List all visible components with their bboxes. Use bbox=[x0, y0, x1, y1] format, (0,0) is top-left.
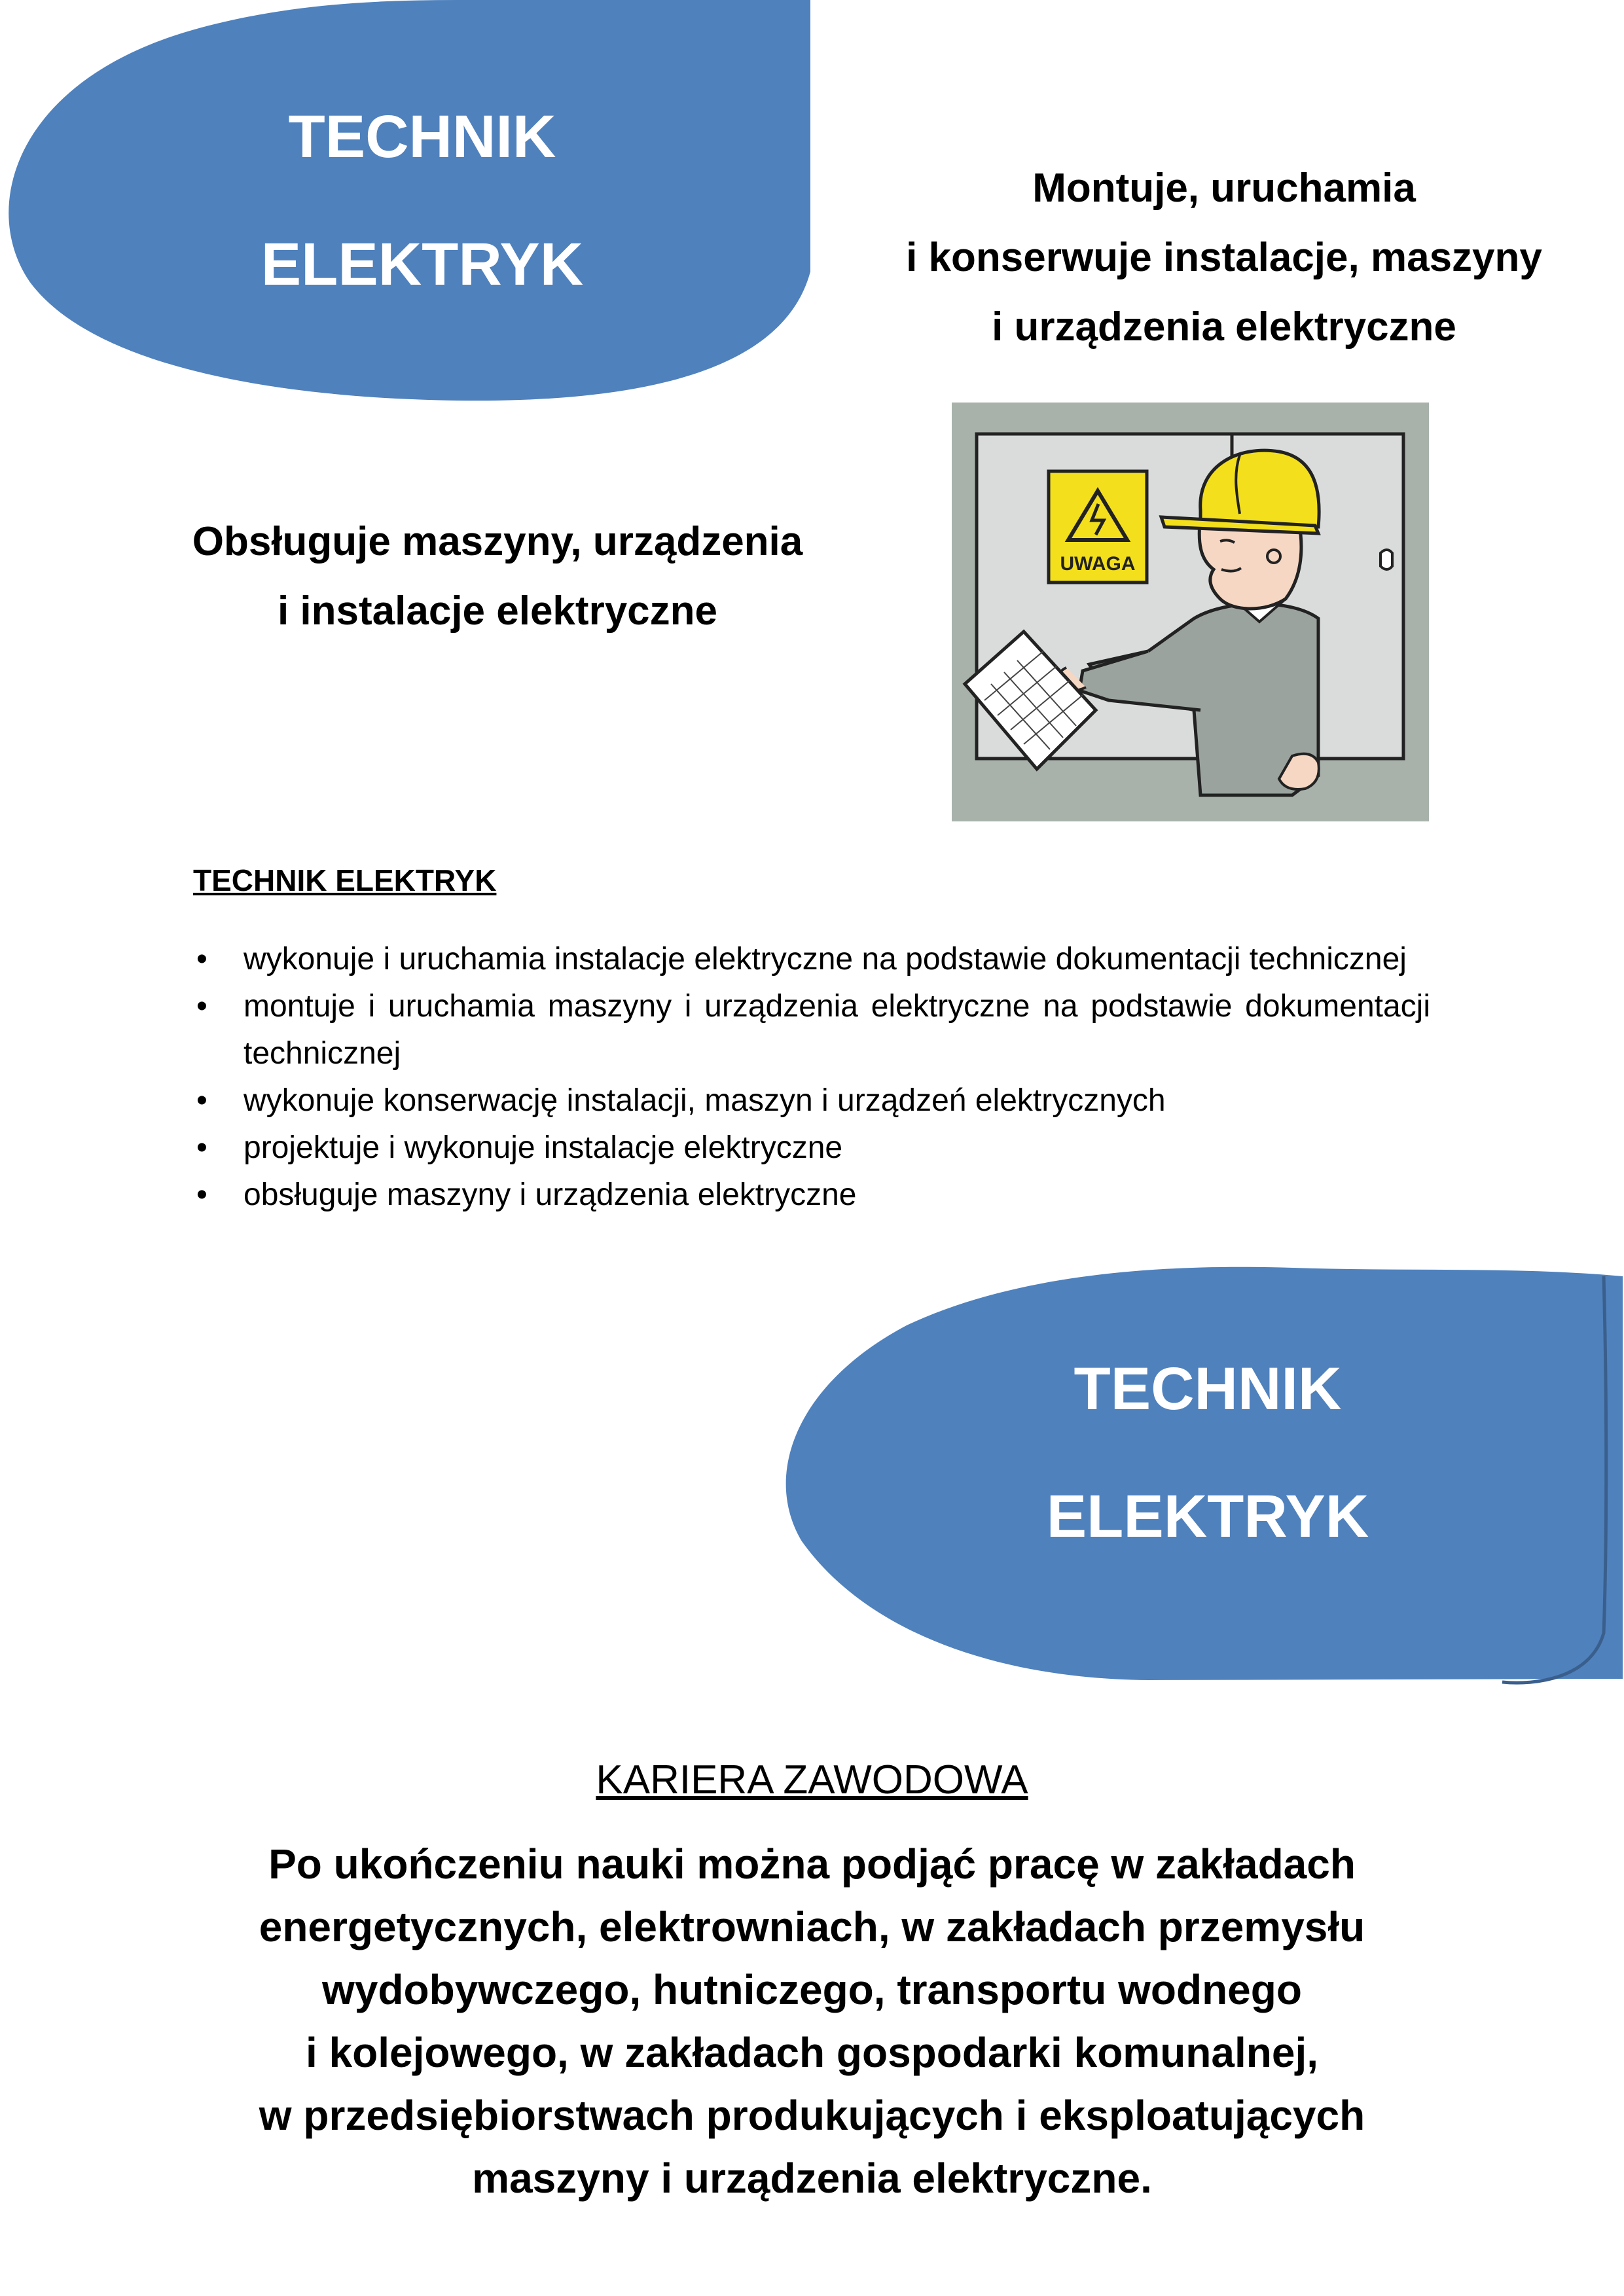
duty-item: • projektuje i wykonuje instalacje elektryczne bbox=[196, 1124, 1430, 1172]
top-banner-line1: TECHNIK bbox=[288, 103, 556, 170]
intro-left-line: Obsługuje maszyny, urządzenia bbox=[192, 519, 803, 564]
warning-sign-label: UWAGA bbox=[1060, 553, 1136, 575]
career-paragraph bbox=[118, 1833, 1506, 2210]
intro-right-line: Montuje, uruchamia bbox=[1032, 166, 1416, 211]
career-line: w przedsiębiorstwach produkujących i eksploatujących bbox=[259, 2092, 1365, 2139]
bottom-banner-line1: TECHNIK bbox=[1074, 1355, 1342, 1422]
intro-right-text bbox=[851, 154, 1597, 362]
career-heading: KARIERA ZAWODOWA bbox=[596, 1757, 1028, 1803]
career-line: wydobywczego, hutniczego, transportu wodnego bbox=[322, 1966, 1302, 2013]
intro-left-line: i instalacje elektryczne bbox=[277, 588, 718, 634]
intro-right-line: i konserwuje instalacje, maszyny bbox=[906, 235, 1542, 280]
duty-item: • wykonuje konserwację instalacji, maszyn i urządzeń elektrycznych bbox=[196, 1077, 1430, 1124]
warning-sign-icon bbox=[1049, 471, 1147, 583]
top-banner-title bbox=[180, 73, 664, 329]
career-line: energetycznych, elektrowniach, w zakładach przemysłu bbox=[259, 1903, 1365, 1950]
electrician-illustration bbox=[952, 403, 1429, 821]
bottom-banner-title bbox=[965, 1325, 1450, 1581]
duty-item: • wykonuje i uruchamia instalacje elektryczne na podstawie dokumentacji technicznej bbox=[196, 936, 1430, 983]
duty-item: • obsługuje maszyny i urządzenia elektryczne bbox=[196, 1172, 1430, 1219]
intro-right-line: i urządzenia elektryczne bbox=[992, 304, 1456, 350]
career-line: i kolejowego, w zakładach gospodarki komunalnej, bbox=[305, 2029, 1319, 2076]
bottom-banner-line2: ELEKTRYK bbox=[1046, 1483, 1369, 1550]
career-line: maszyny i urządzenia elektryczne. bbox=[472, 2155, 1152, 2202]
duties-heading: TECHNIK ELEKTRYK bbox=[193, 863, 497, 897]
duty-item: • montuje i uruchamia maszyny i urządzenia elektryczne na podstawie dokumentacji technicznej bbox=[196, 983, 1430, 1077]
top-banner-line2: ELEKTRYK bbox=[261, 231, 584, 298]
career-line: Po ukończeniu nauki można podjąć pracę w zakładach bbox=[268, 1840, 1356, 1888]
intro-left-text bbox=[118, 507, 877, 646]
duties-list bbox=[196, 936, 1430, 1219]
